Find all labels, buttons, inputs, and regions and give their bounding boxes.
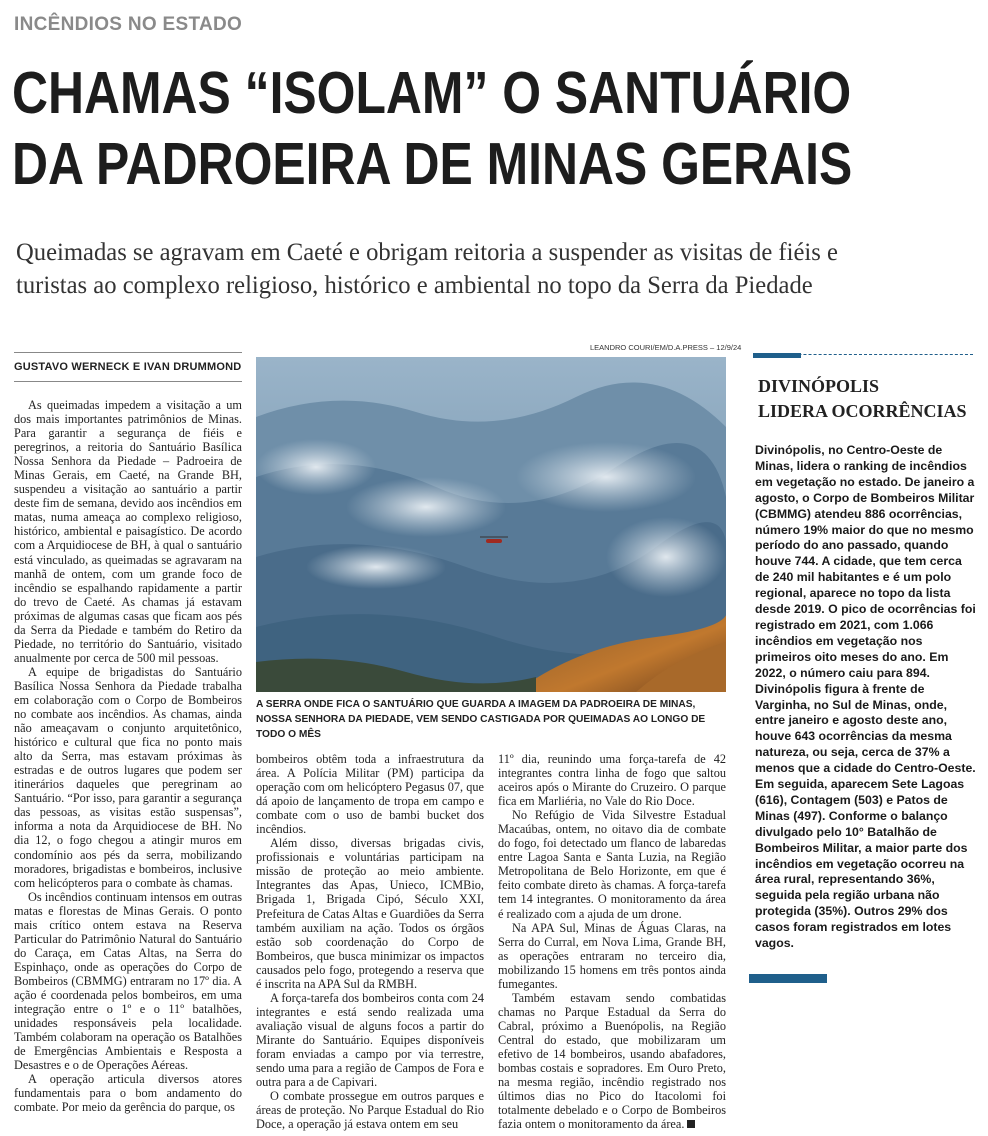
photo-credit: LEANDRO COURI/EM/D.A.PRESS – 12/9/24 [590, 343, 742, 352]
news-photo [256, 357, 726, 692]
paragraph: As queimadas impedem a visitação a um dos mais importantes patrimônios de Minas. Para garantir a segurança de fiéis e peregrinos, a reitoria do Santuário Basílica Nossa Senhora da Piedade – Padroeira de Minas Gerais, em Caeté, na Grande BH, suspendeu a visitação ao santuário a partir deste fim de semana, devido aos incêndios em matas, numa ameaça ao complexo religioso, histórico, ambiental e paisagístico. De acordo com a Arquidiocese de BH, à qual o santuário está vinculado, as queimadas se agravaram na manhã de ontem, com um grande foco de incêndio se espalhando rapidamente a partir do trevo de Caeté. As chamas já estavam próximas de algumas casas que ficam aos pés da Serra da Piedade e também do Retiro da Piedade, no território do Santuário, visitado anualmente por cerca de 500 mil pessoas. [14, 398, 242, 665]
article-column-1 [14, 398, 242, 1114]
subheadline-line-2: turistas ao complexo religioso, histórico e ambiental no topo da Serra da Piedade [16, 272, 813, 299]
paragraph: A equipe de brigadistas do Santuário Basílica Nossa Senhora da Piedade trabalha em colaboração com o Corpo de Bombeiros no combate aos incêndios. As chamas, ainda não ameaçavam o conjunto arquitetônico, histórico e cultural que fica no ponto mais alto da Serra, mas estavam próximas às estradas e de outros lugares que podem ser itinerários daqueles que peregrinam ao Santuário. “Por isso, para garantir a segurança das pessoas, as visitas estão suspensas”, informa a nota da Arquidiocese de BH. No dia 12, o fogo chegou a atingir muros em condomínio aos pés da serra, mobilizando moradores, brigadistas e bombeiros, inclusive com helicópteros para o combate às chamas. [14, 664, 242, 890]
paragraph: Os incêndios continuam intensos em outras matas e florestas de Minas Gerais. O ponto mais crítico ontem estava na Reserva Particular do Patrimônio Natural do Santuário do Caraça, em Catas Altas, na Serra do Espinhaço, onde as operações do Corpo de Bombeiros (CBMMG) entraram no 17º dia. A ação é coordenada pelos bombeiros, em uma integração entre o 1º e o 11º batalhões, unidades responsáveis pela localidade. Também colaboram na operação os Batalhões de Emergências Ambientais e Resposta a Desastres e o de Operações Aéreas. [14, 889, 242, 1073]
paragraph: A força-tarefa dos bombeiros conta com 24 integrantes e está sendo realizada uma avaliação visual de alguns focos a partir do Mirante do Santuário. Equipes disponíveis foram enviadas a campo por via terrestre, sendo uma para a região de Campos de Fora e outra para a de Capivari. [256, 990, 484, 1090]
paragraph [498, 991, 726, 1131]
paragraph: O combate prossegue em outros parques e áreas de proteção. No Parque Estadual do Rio Doce, a operação já estava ontem em seu [256, 1089, 484, 1132]
end-of-article-icon [687, 1120, 695, 1128]
byline-rule-bottom [14, 381, 242, 382]
final-paragraph-text: Também estavam sendo combatidas chamas no Parque Estadual da Serra do Cabral, próximo a Buenópolis, na Região Central do estado, que mobilizaram um efetivo de 14 bombeiros, usando abafadores, bombas costais e sopradores. Em Ouro Preto, na mesma região, incêndio registrado nos últimos dias no Pico do Itacolomi foi totalmente debelado e o Corpo de Bombeiros fazia ontem o monitoramento da área. [498, 990, 726, 1132]
headline [12, 58, 853, 200]
sidebar-title-line-2: LIDERA OCORRÊNCIAS [758, 401, 967, 421]
mountain-smoke-photo [256, 357, 726, 692]
subheadline-line-1: Queimadas se agravam em Caeté e obrigam reitoria a suspender as visitas de fiéis e [16, 239, 838, 266]
sidebar-body: Divinópolis, no Centro-Oeste de Minas, lidera o ranking de incêndios em vegetação no estado. De janeiro a agosto, o Corpo de Bombeiros Militar (CBMMG) atendeu 886 ocorrências, número 19% maior do que no mesmo período do ano passado, quando houve 744. A cidade, que tem cerca de 240 mil habitantes e é um polo regional, aparece no topo da lista desde 2019. O pico de ocorrências foi registrado em 2021, com 1.066 incêndios em vegetação nos primeiros oito meses do ano. Em 2022, o número caiu para 894. Divinópolis figura à frente de Varginha, no Sul de Minas, onde, entre janeiro e agosto deste ano, houve 643 ocorrências da mesma natureza, ou seja, cerca de 37% a menos que a cidade do Centro-Oeste. Em seguida, aparecem Sete Lagoas (616), Contagem (503) e Patos de Minas (497). Conforme o balanço divulgado pelo 10° Batalhão de Bombeiros Militar, a maior parte dos incêndios em vegetação ocorreu na área rural, representando 36%, seguida pela região urbana não protegida (35%). Outros 29% dos casos foram registrados em lotes vagos. [755, 443, 976, 951]
sidebar-title-line-1: DIVINÓPOLIS [758, 376, 880, 396]
sidebar-bottom-accent [749, 974, 827, 983]
sidebar-title [758, 374, 978, 424]
sidebar-top-accent [753, 353, 801, 358]
paragraph: No Refúgio de Vida Silvestre Estadual Macaúbas, ontem, no oitavo dia de combate do fogo, foi detectado um flanco de labaredas entre Lagoa Santa e Santa Luzia, na Região Metropolitana de Belo Horizonte, em que é feito combate direto às chamas. A força-tarefa tem 14 integrantes. O monitoramento da área é realizado com a ajuda de um drone. [498, 808, 726, 921]
article-column-2 [256, 752, 484, 1131]
headline-line-1: CHAMAS “ISOLAM” O SANTUÁRIO [12, 60, 852, 126]
paragraph: bombeiros obtêm toda a infraestrutura da área. A Polícia Militar (PM) participa da operação com om helicóptero Pegasus 07, que dá apoio de lançamento de tropa em campo e combate com o uso de bambi bucket dos incêndios. [256, 752, 484, 837]
subheadline [16, 236, 962, 302]
headline-line-2: DA PADROEIRA DE MINAS GERAIS [12, 131, 853, 197]
section-kicker: INCÊNDIOS NO ESTADO [14, 14, 243, 35]
byline-rule-top [14, 352, 242, 353]
paragraph: Na APA Sul, Minas de Águas Claras, na Serra do Curral, em Nova Lima, Grande BH, as operações entraram no terceiro dia, mobilizando 15 homens em três pontos ainda fumegantes. [498, 920, 726, 991]
paragraph: A operação articula diversos atores fundamentais para o bom andamento do combate. Por meio da gerência do parque, os [14, 1072, 242, 1115]
paragraph: Além disso, diversas brigadas civis, profissionais e voluntárias participam na missão de proteção ao meio ambiente. Integrantes das Apas, Unieco, ICMBio, Brigada 1, Brigada Cipó, Século XXI, Prefeitura de Catas Altas e Guardiões da Serra também auxiliam na ação. Todos os órgãos estão sob coordenação do Corpo de Bombeiros, que busca minimizar os impactos causados pelo fogo, protegendo a reserva que é inscrita na APA Sul da RMBH. [256, 836, 484, 991]
byline: GUSTAVO WERNECK E IVAN DRUMMOND [14, 361, 242, 373]
article-column-3 [498, 752, 726, 1131]
paragraph: 11º dia, reunindo uma força-tarefa de 42 integrantes contra linha de fogo que saltou aceiros após o Mirante do Cruzeiro. O parque fica em Marliéria, no Vale do Rio Doce. [498, 752, 726, 809]
photo-caption: A SERRA ONDE FICA O SANTUÁRIO QUE GUARDA A IMAGEM DA PADROEIRA DE MINAS, NOSSA SENHORA DA PIEDADE, VEM SENDO CASTIGADA POR QUEIMADAS AO LONGO DE TODO O MÊS [256, 699, 706, 740]
